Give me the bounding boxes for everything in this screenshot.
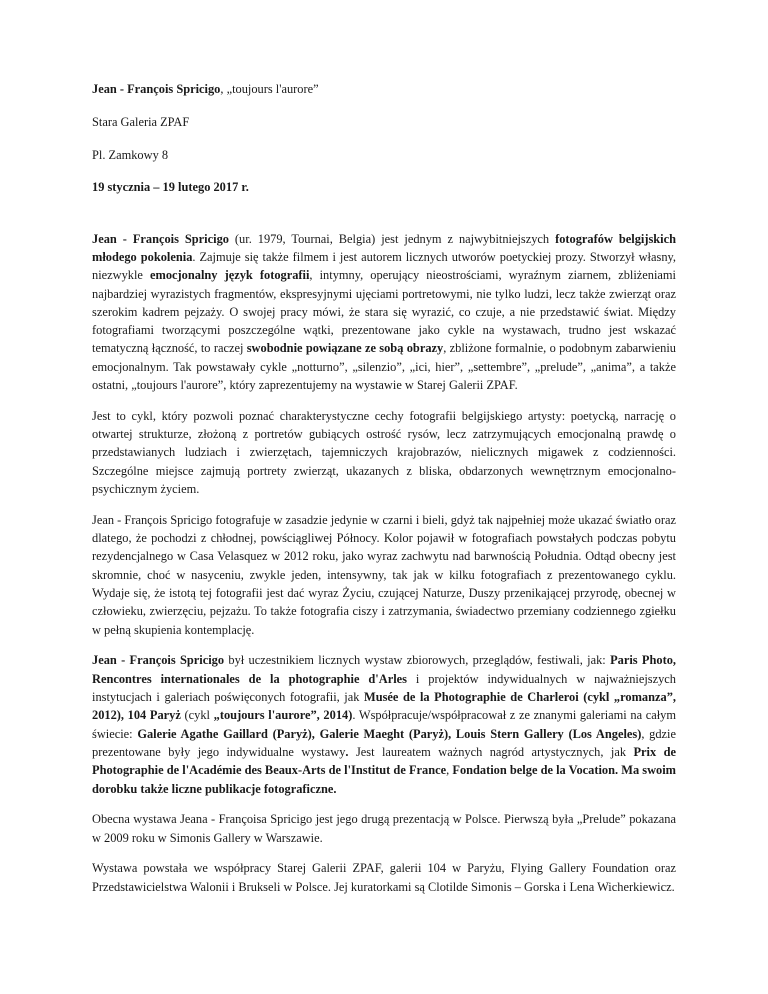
body-paragraph	[92, 859, 676, 896]
text-run: . Współpracuje/współpracował z ze znanymi galeriami na całym świecie:	[92, 708, 677, 741]
bold-text-run: Prix de Photographie de l'Académie des Beaux-Arts de l'Institut de France	[92, 744, 677, 778]
bold-text-run: fotografów belgijskich młodego pokolenia	[92, 231, 677, 264]
body-paragraph	[92, 407, 676, 498]
exhibition-title: „toujours l'aurore”	[226, 82, 319, 96]
bold-text-run: .	[345, 744, 356, 759]
bold-text-run: Musée de la Photographie de Charleroi (cykl „romanza”, 2012), 104 Paryż	[92, 690, 676, 723]
body-paragraph	[92, 511, 676, 639]
text-run: , intymny, operujący nieostrościami, wyraźnym ziarnem, zbliżeniami najbardziej wyrazistych fragmentów, ekspresyjnymi ujęciami portretowymi, nie tylko ludzi, lecz także zwierząt oraz szerokim kadrem pejzaży. O swojej pracy mówi, że stara się wyrazić, co czuje, a nie przedstawić świat. Między fotografiami tworzącymi poszczególne wątki, prezentowane jako cykle na wystawach, trudno jest wskazać tematyczną łączność, to raczej	[92, 268, 676, 356]
bold-text-run: Jean - François Spricigo	[92, 653, 225, 668]
bold-text-run: Paris Photo, Rencontres internationales de la photographie d'Arles	[92, 653, 676, 686]
text-run: Jest laureatem ważnych nagród artystycznych, jak	[355, 744, 634, 759]
body-text	[92, 230, 676, 896]
text-run: Wystawa powstała we współpracy Starej Galerii ZPAF, galerii 104 w Paryżu, Flying Gallery Foundation oraz Przedstawicielstwa Walonii i Brukseli w Polsce. Jej kuratorkami są Clotilde Simonis – Gorska i Lena Wicherkiewicz.	[92, 861, 676, 894]
text-run: , zbliżone formalnie, o podobnym zabarwieniu emocjonalnym. Tak powstawały cykle „notturno”, „silenzio”, „ici, hier”, „settembre”, „prelude”, „anima”, a także ostatni, „toujours l'aurore”, który zaprezentujemy na wystawie w Starej Galerii ZPAF.	[92, 341, 676, 393]
text-run: , gdzie prezentowane były jego indywidualne wystawy	[92, 726, 676, 759]
bold-text-run: „toujours l'aurore”, 2014)	[213, 708, 353, 723]
bold-text-run: Jean - François Spricigo	[92, 231, 229, 246]
body-paragraph	[92, 651, 676, 797]
text-run: Jean - François Spricigo fotografuje w zasadzie jedynie w czarni i bieli, gdyż tak najpełniej może ukazać światło oraz dlatego, że pochodzi z chłodnej, powściągliwej Północy. Kolor pojawił w fotografiach powstałych podczas pobytu rezydencjalnego w Casa Velasquez w 2012 roku, jako wyraz zachwytu nad barwnością Południa. Odtąd obecny jest skromnie, choć w nasyceniu, zwykle jeden, intensywny, tak jak w kilku fotografiach z prezentowanego cyklu. Wydaje się, że istotą tej fotografii jest dać wyraz Życiu, czującej Naturze, Duszy przenikającej przyrodę, obecnej w człowieku, zwierzęciu, pejzażu. To także fotografia ciszy i zatrzymania, świadectwo przemiany codziennego zgiełku w pełną skupienia kontemplację.	[92, 512, 676, 637]
bold-text-run: swobodnie powiązane ze sobą obrazy	[246, 341, 444, 356]
venue-address: Pl. Zamkowy 8	[92, 147, 169, 162]
text-run: ,	[446, 763, 453, 778]
dates-text: 19 stycznia – 19 lutego 2017 r.	[92, 180, 249, 195]
text-run: (ur. 1979, Tournai, Belgia) jest jednym z najwybitniejszych	[228, 231, 556, 246]
body-paragraph	[92, 810, 676, 847]
bold-text-run: Galerie Agathe Gaillard (Paryż), Galerie Maeght (Paryż), Louis Stern Gallery (Los Angeles)	[137, 726, 642, 741]
text-run: (cykl	[180, 708, 214, 723]
text-run: był uczestnikiem licznych wystaw zbiorowych, przeglądów, festiwali, jak:	[224, 653, 611, 668]
bold-text-run: emocjonalny język fotografii	[150, 268, 310, 283]
text-run: Obecna wystawa Jeana - Françoisa Spricigo jest jego drugą prezentacją w Polsce. Pierwszą była „Prelude” pokazana w 2009 roku w Simonis Gallery w Warszawie.	[92, 812, 676, 845]
body-paragraph	[92, 230, 676, 395]
artist-name: Jean - François Spricigo	[92, 82, 221, 96]
venue-name: Stara Galeria ZPAF	[92, 114, 190, 129]
text-run: Jest to cykl, który pozwoli poznać charakterystyczne cechy fotografii belgijskiego artysty: poetycką, narrację o otwartej strukturze, złożoną z portretów gubiących ostrość rysów, lecz zatrzymujących emocjonalną prawdę o przedstawianych ludziach i zwierzętach, tajemniczych krajobrazów, nielicznych migawek z codzienności. Szczególne miejsce zajmują portrety zwierząt, ukazanych z bliska, obdarzonych wewnętrznym emocjonalno-psychicznym życiem.	[92, 408, 676, 497]
text-run: . Zajmuje się także filmem i jest autorem licznych utworów poetyckiej prozy. Stworzył własny, niezwykle	[92, 249, 676, 283]
exhibition-dates	[92, 178, 676, 196]
bold-text-run: Fondation belge de la Vocation. Ma swoim dorobku także liczne publikacje fotograficzne.	[92, 763, 677, 796]
exhibition-heading	[92, 80, 676, 98]
text-run: i projektów indywidualnych w najważniejszych instytucjach i galeriach poświęconych fotografii, jak	[92, 671, 676, 705]
title-separator: ,	[220, 82, 227, 96]
